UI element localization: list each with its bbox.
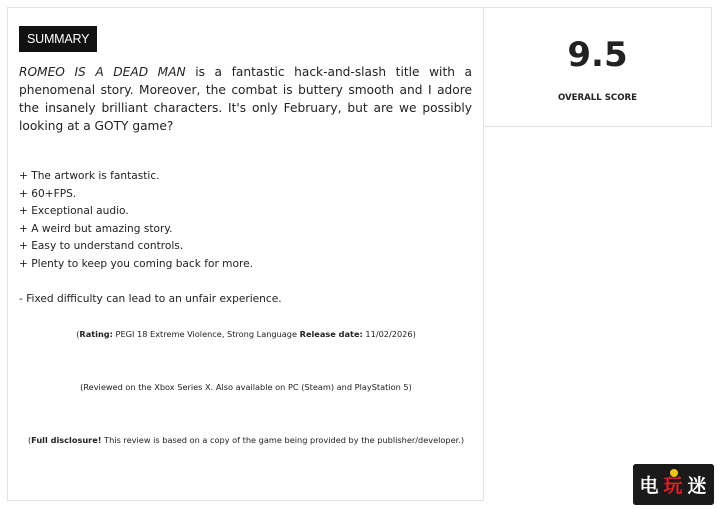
site-logo-watermark — [633, 464, 714, 505]
rating-note — [9, 328, 483, 340]
con-item: - Fixed difficulty can lead to an unfair experience. — [19, 293, 282, 305]
disclosure-note — [9, 434, 483, 446]
rating-label: Rating: — [79, 329, 113, 339]
disclosure-text: This review is based on a copy of the game being provided by the publisher/developer.) — [101, 435, 465, 445]
release-value: 11/02/2026) — [362, 329, 416, 339]
score-panel — [483, 7, 712, 127]
paren-open: ( — [76, 329, 80, 339]
disclosure-label: Full disclosure! — [31, 435, 102, 445]
pros-list — [19, 168, 253, 274]
summary-body: is a fantastic hack-and-slash title with a phenomenal story. Moreover, the combat is buttery smooth and I adore the insanely brilliant characters. It's only February, but are we possibly looking at a GOTY game? — [19, 65, 473, 133]
rating-value: PEGI 18 Extreme Violence, Strong Language — [112, 329, 300, 339]
pro-item: + A weird but amazing story. — [19, 222, 173, 235]
pro-item: + 60+FPS. — [19, 187, 77, 200]
pro-item: + The artwork is fantastic. — [19, 170, 160, 182]
release-label: Release date: — [299, 329, 363, 339]
pro-item: + Plenty to keep you coming back for more. — [19, 257, 253, 270]
pro-item: + Easy to understand controls. — [19, 240, 184, 253]
svg-text:玩: 玩 — [663, 475, 683, 497]
overall-score-label: OVERALL SCORE — [557, 93, 638, 103]
cons-list — [19, 291, 282, 309]
game-title: ROMEO IS A DEAD MAN — [19, 65, 186, 79]
reviewed-note: (Reviewed on the Xbox Series X. Also available on PC (Steam) and PlayStation 5) — [80, 382, 412, 392]
overall-score-value: 9.5 — [567, 35, 628, 75]
summary-heading: SUMMARY — [19, 26, 97, 52]
summary-paragraph — [19, 63, 472, 135]
pro-item: + Exceptional audio. — [19, 205, 129, 218]
paren-open: ( — [27, 435, 32, 445]
svg-text:电: 电 — [639, 475, 659, 497]
svg-text:迷: 迷 — [687, 475, 707, 497]
logo-icon — [633, 464, 714, 505]
